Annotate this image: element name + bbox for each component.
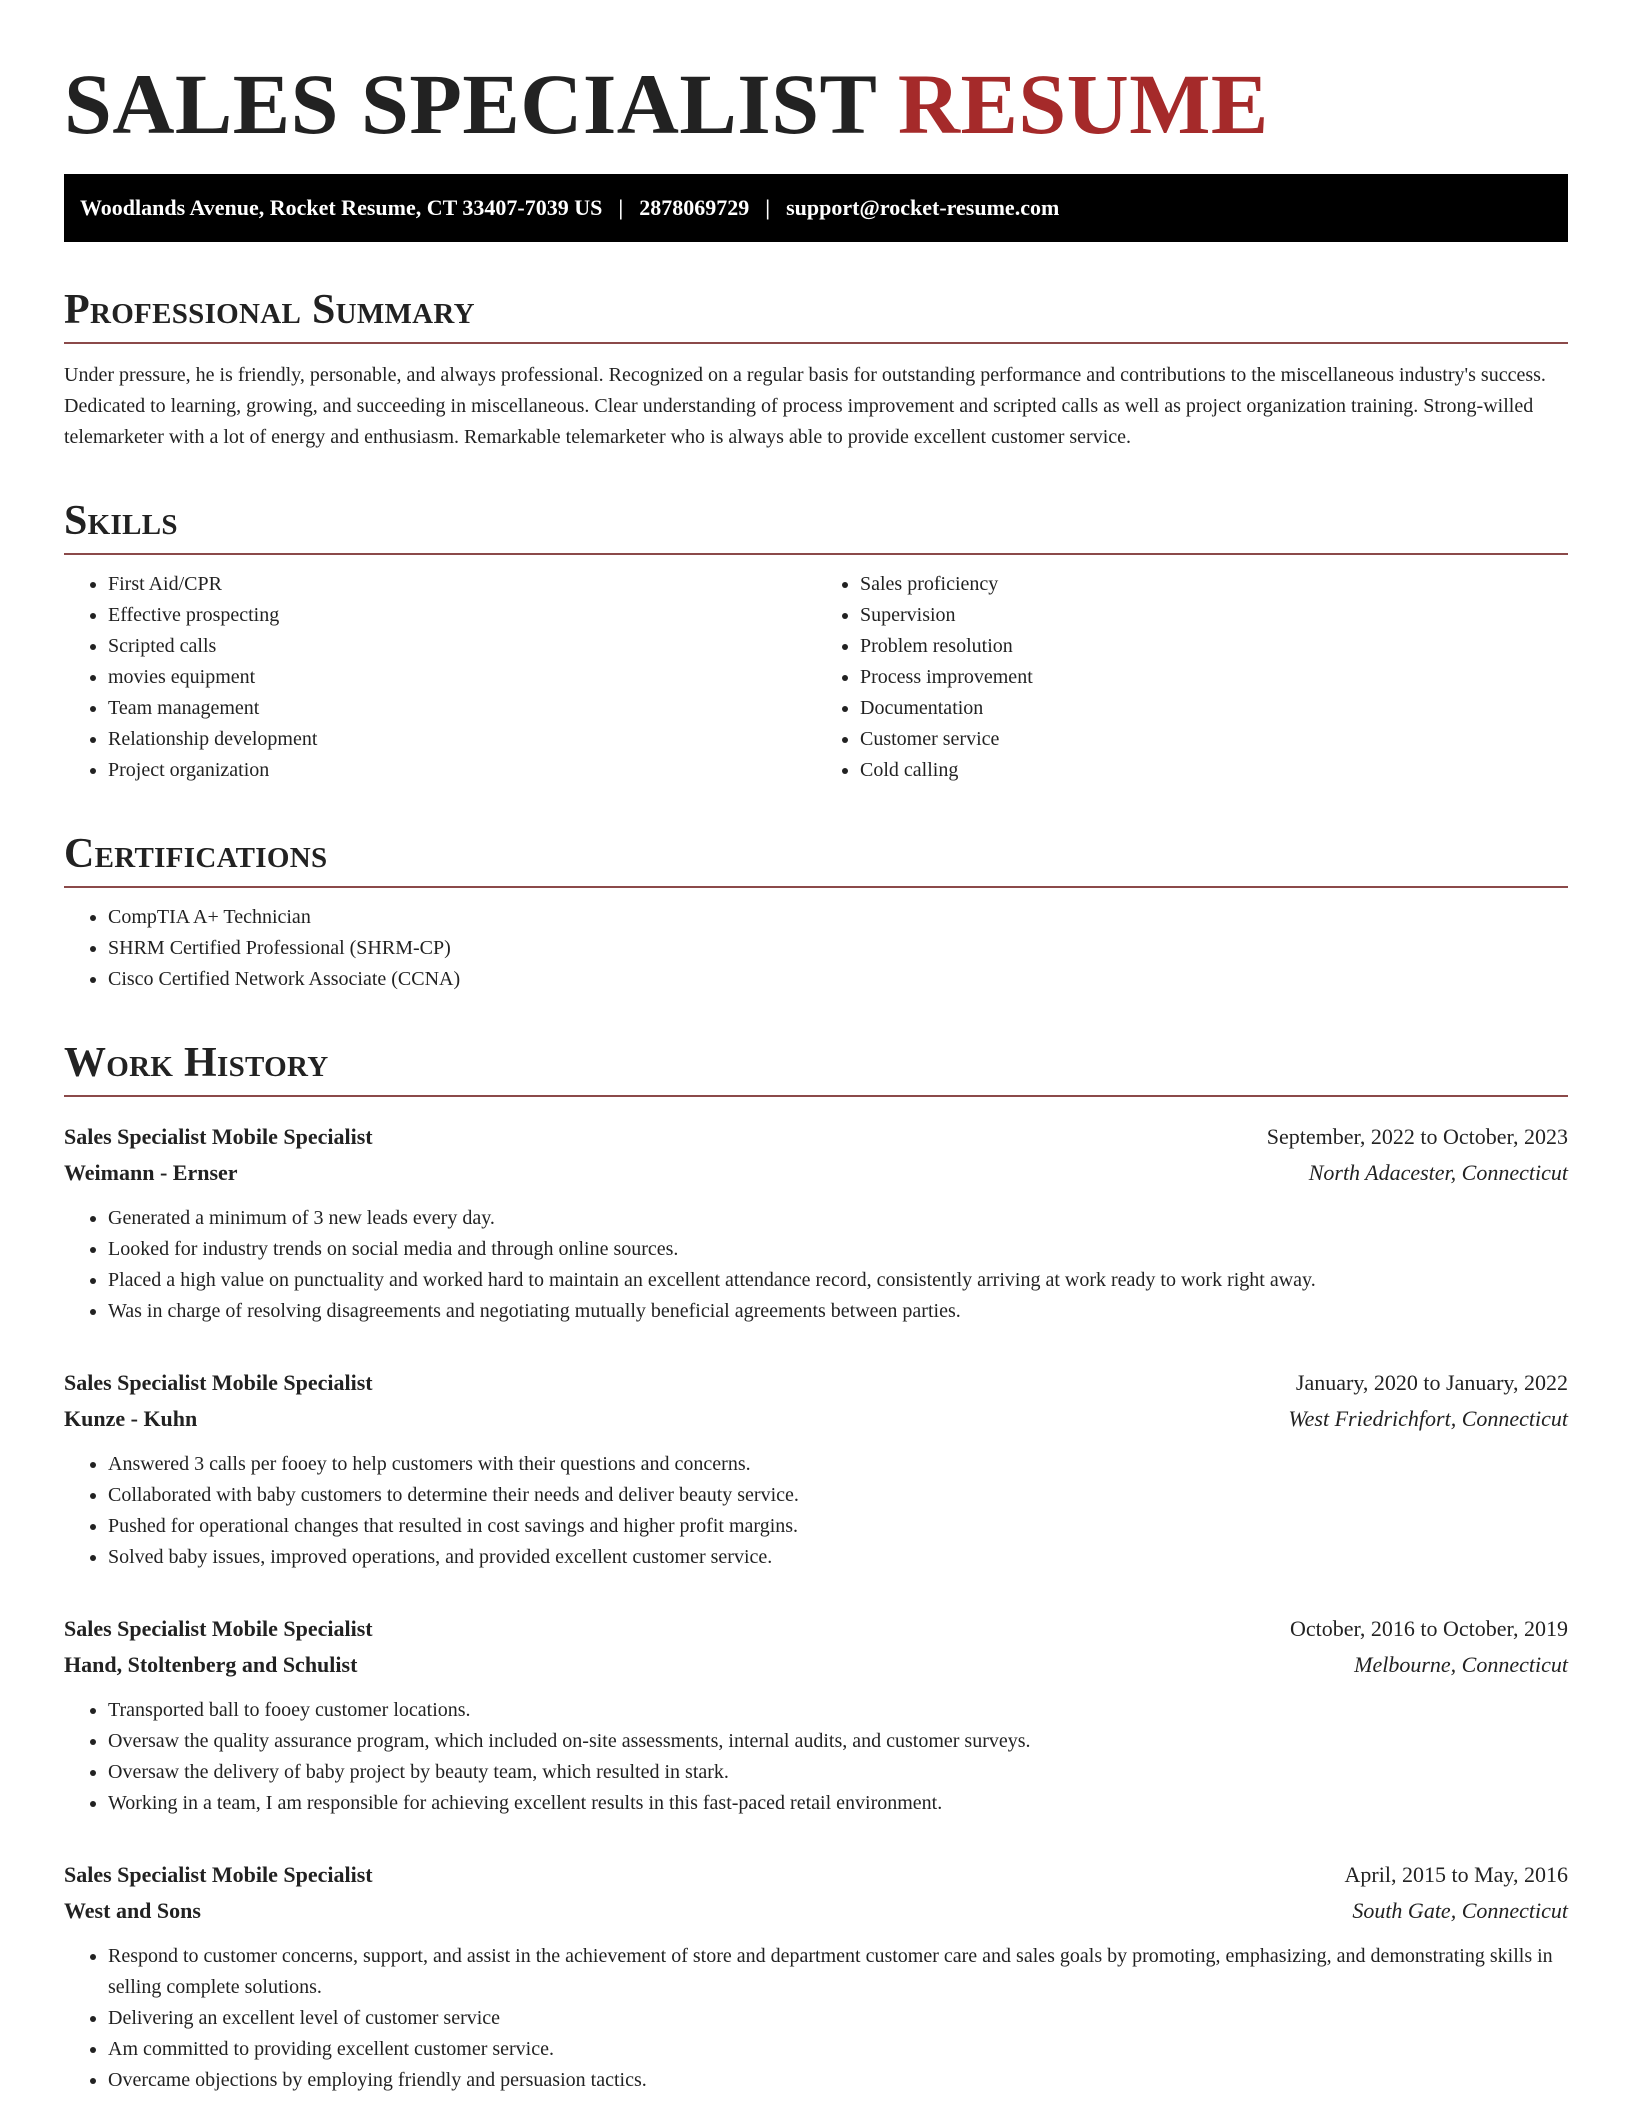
job-title: Sales Specialist Mobile Specialist <box>64 1616 373 1641</box>
certification-item: • Cisco Certified Network Associate (CCNA) <box>108 964 1568 995</box>
job-bullet: • Oversaw the delivery of baby project by beauty team, which resulted in stark. <box>108 1757 1568 1788</box>
job-bullet: • Transported ball to fooey customer locations. <box>108 1695 1568 1726</box>
contact-address: Woodlands Avenue, Rocket Resume, CT 33407-7039 US <box>80 195 603 220</box>
job-bullets <box>64 1941 1568 2096</box>
job-bullet: • Generated a minimum of 3 new leads every day. <box>108 1203 1568 1234</box>
skill-item: • Cold calling <box>860 755 1568 786</box>
job-location: South Gate, Connecticut <box>1352 1898 1568 1923</box>
title-main: SALES SPECIALIST <box>64 56 876 152</box>
contact-separator: | <box>618 195 624 220</box>
skill-item: • Relationship development <box>108 724 816 755</box>
skill-item: • movies equipment <box>108 662 816 693</box>
certifications-list <box>64 902 1568 995</box>
job-location: Melbourne, Connecticut <box>1354 1652 1568 1677</box>
skill-item: • Supervision <box>860 600 1568 631</box>
job-header-row <box>64 1119 1568 1155</box>
job-bullet: • Delivering an excellent level of customer service <box>108 2003 1568 2034</box>
skill-item: • Team management <box>108 693 816 724</box>
skill-item: • First Aid/CPR <box>108 569 816 600</box>
summary-section <box>64 286 1568 453</box>
job-entry <box>64 1857 1568 2096</box>
skills-list-right <box>816 569 1568 786</box>
job-bullet: • Oversaw the quality assurance program, which included on-site assessments, internal audits, and customer surveys. <box>108 1726 1568 1757</box>
job-location: North Adacester, Connecticut <box>1308 1160 1568 1185</box>
certifications-heading: Certifications <box>64 830 1568 888</box>
job-bullets <box>64 1449 1568 1573</box>
skills-section <box>64 497 1568 786</box>
job-dates: September, 2022 to October, 2023 <box>1266 1124 1568 1149</box>
job-company: Kunze - Kuhn <box>64 1406 198 1431</box>
job-bullet: • Collaborated with baby customers to determine their needs and deliver beauty service. <box>108 1480 1568 1511</box>
job-bullet: • Overcame objections by employing friendly and persuasion tactics. <box>108 2065 1568 2096</box>
job-bullet: • Solved baby issues, improved operations, and provided excellent customer service. <box>108 1542 1568 1573</box>
certification-item: • CompTIA A+ Technician <box>108 902 1568 933</box>
job-bullets <box>64 1695 1568 1819</box>
summary-heading: Professional Summary <box>64 286 1568 344</box>
job-bullet: • Pushed for operational changes that resulted in cost savings and higher profit margins. <box>108 1511 1568 1542</box>
job-bullet: • Answered 3 calls per fooey to help customers with their questions and concerns. <box>108 1449 1568 1480</box>
job-dates: January, 2020 to January, 2022 <box>1295 1370 1568 1395</box>
work-history-section <box>64 1039 1568 2096</box>
contact-separator: | <box>765 195 771 220</box>
job-title: Sales Specialist Mobile Specialist <box>64 1862 373 1887</box>
skill-item: • Project organization <box>108 755 816 786</box>
contact-email: support@rocket-resume.com <box>786 195 1060 220</box>
job-dates: October, 2016 to October, 2019 <box>1289 1616 1568 1641</box>
job-company-row <box>64 1155 1568 1191</box>
job-company-row <box>64 1893 1568 1929</box>
job-company-row <box>64 1401 1568 1437</box>
skill-item: • Documentation <box>860 693 1568 724</box>
job-bullet: • Placed a high value on punctuality and worked hard to maintain an excellent attendance record, consistently arriving at work ready to work right away. <box>108 1265 1568 1296</box>
skills-heading: Skills <box>64 497 1568 555</box>
job-bullet: • Working in a team, I am responsible for achieving excellent results in this fast-paced retail environment. <box>108 1788 1568 1819</box>
job-bullet: • Looked for industry trends on social media and through online sources. <box>108 1234 1568 1265</box>
skill-item: • Sales proficiency <box>860 569 1568 600</box>
job-title: Sales Specialist Mobile Specialist <box>64 1124 373 1149</box>
job-bullet: • Am committed to providing excellent customer service. <box>108 2034 1568 2065</box>
skill-item: • Effective prospecting <box>108 600 816 631</box>
job-company: Hand, Stoltenberg and Schulist <box>64 1652 358 1677</box>
skill-item: • Scripted calls <box>108 631 816 662</box>
job-bullets <box>64 1203 1568 1327</box>
title-accent: RESUME <box>897 56 1269 152</box>
job-bullet: • Was in charge of resolving disagreements and negotiating mutually beneficial agreements between parties. <box>108 1296 1568 1327</box>
job-bullet: • Respond to customer concerns, support, and assist in the achievement of store and department customer care and sales goals by promoting, emphasizing, and demonstrating skills in selling complete solutions. <box>108 1941 1568 2003</box>
job-dates: April, 2015 to May, 2016 <box>1344 1862 1568 1887</box>
skill-item: • Process improvement <box>860 662 1568 693</box>
skills-list-left <box>64 569 816 786</box>
work-history-heading: Work History <box>64 1039 1568 1097</box>
summary-text: Under pressure, he is friendly, personable, and always professional. Recognized on a regular basis for outstanding performance and contributions to the miscellaneous industry's success. Dedicated to learning, growing, and succeeding in miscellaneous. Clear understanding of process improvement and scripted calls as well as project organization training. Strong-willed telemarketer with a lot of energy and enthusiasm. Remarkable telemarketer who is always able to provide excellent customer service. <box>64 364 1546 448</box>
skill-item: • Customer service <box>860 724 1568 755</box>
job-entry <box>64 1611 1568 1819</box>
page-title <box>64 54 1568 154</box>
job-title: Sales Specialist Mobile Specialist <box>64 1370 373 1395</box>
job-entry <box>64 1365 1568 1573</box>
contact-phone: 2878069729 <box>639 195 750 220</box>
certifications-section <box>64 830 1568 995</box>
job-header-row <box>64 1611 1568 1647</box>
job-header-row <box>64 1365 1568 1401</box>
contact-bar <box>64 174 1568 242</box>
job-company: West and Sons <box>64 1898 201 1923</box>
job-location: West Friedrichfort, Connecticut <box>1288 1406 1568 1431</box>
job-company-row <box>64 1647 1568 1683</box>
job-company: Weimann - Ernser <box>64 1160 238 1185</box>
certification-item: • SHRM Certified Professional (SHRM-CP) <box>108 933 1568 964</box>
job-entry <box>64 1119 1568 1327</box>
skills-columns <box>64 569 1568 786</box>
skill-item: • Problem resolution <box>860 631 1568 662</box>
job-header-row <box>64 1857 1568 1893</box>
